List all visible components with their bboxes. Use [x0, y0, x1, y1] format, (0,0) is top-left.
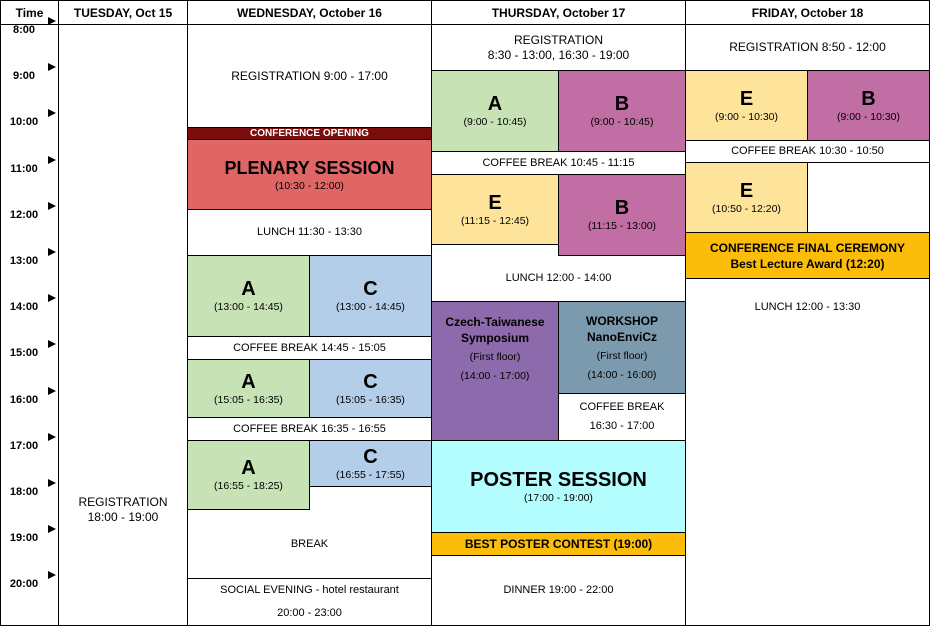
- fri-empty-slot: [807, 162, 930, 233]
- session-time: (9:00 - 10:30): [836, 110, 901, 123]
- conference-opening-label: CONFERENCE OPENING: [250, 128, 369, 139]
- dinner-text: DINNER 19:00 - 22:00: [503, 584, 614, 596]
- wednesday-registration: [187, 24, 432, 128]
- wed-social-evening: [187, 578, 432, 626]
- thu-session-a: [431, 70, 559, 152]
- day-header-label: THURSDAY, October 17: [491, 5, 626, 20]
- day-header-label: FRIDAY, October 18: [751, 5, 864, 20]
- session-letter: B: [614, 93, 630, 115]
- symposium-time: (14:00 - 17:00): [460, 370, 530, 382]
- session-time: (11:15 - 12:45): [460, 214, 530, 227]
- conference-final-ceremony: [685, 232, 930, 279]
- time-label: 9:00: [12, 70, 36, 82]
- coffee-break-time: 16:30 - 17:00: [589, 420, 655, 432]
- fri-session-b: [807, 70, 930, 141]
- wednesday-registration-text: REGISTRATION 9:00 - 17:00: [231, 68, 388, 83]
- workshop-floor: (First floor): [596, 350, 648, 362]
- coffee-break-text: COFFEE BREAK 14:45 - 15:05: [233, 341, 386, 354]
- hour-tick-marker: [48, 433, 56, 441]
- day-header-label: TUESDAY, Oct 15: [73, 5, 173, 20]
- hour-tick-marker: [48, 340, 56, 348]
- thu-coffee-break-2: [558, 393, 686, 441]
- time-label: 13:00: [9, 255, 39, 267]
- session-time: (15:05 - 16:35): [336, 393, 405, 406]
- day-header-label: WEDNESDAY, October 16: [237, 5, 382, 20]
- session-time: (9:00 - 10:30): [714, 110, 779, 123]
- hour-tick-marker: [48, 109, 56, 117]
- time-label: 11:00: [10, 163, 38, 175]
- time-label: 20:00: [9, 578, 39, 590]
- day-header-tuesday: [58, 0, 188, 25]
- social-evening-text: SOCIAL EVENING - hotel restaurant: [220, 584, 399, 596]
- session-time: (11:15 - 13:00): [587, 220, 657, 232]
- tuesday-registration: REGISTRATION: [78, 495, 168, 509]
- session-letter: A: [241, 457, 256, 479]
- day-header-friday: [685, 0, 930, 25]
- session-time: (15:05 - 16:35): [214, 393, 283, 406]
- session-time: (9:00 - 10:45): [590, 116, 654, 128]
- coffee-break-text: COFFEE BREAK 10:45 - 11:15: [482, 156, 635, 169]
- hour-tick-marker: [48, 17, 56, 25]
- thursday-registration-time: 8:30 - 13:00, 16:30 - 19:00: [487, 47, 630, 62]
- fri-lunch: [685, 278, 930, 626]
- break-text: BREAK: [290, 537, 329, 550]
- session-time: (9:00 - 10:45): [463, 116, 527, 128]
- time-header-label: Time: [15, 5, 44, 20]
- coffee-break-text: COFFEE BREAK: [579, 401, 665, 413]
- session-letter: C: [363, 370, 378, 393]
- plenary-session: [187, 139, 432, 210]
- session-letter: B: [614, 197, 630, 219]
- social-evening-time: 20:00 - 23:00: [277, 607, 342, 619]
- session-letter: A: [241, 370, 256, 393]
- final-ceremony-title: CONFERENCE FINAL CEREMONY: [709, 240, 906, 255]
- fri-coffee-break: [685, 140, 930, 163]
- time-label: 19:00: [9, 532, 39, 544]
- best-poster-contest: [431, 532, 686, 556]
- time-label: 17:00: [9, 440, 39, 452]
- time-label: 8:00: [12, 24, 36, 36]
- day-header-wednesday: [187, 0, 432, 25]
- hour-tick-marker: [48, 63, 56, 71]
- session-letter: E: [739, 179, 754, 202]
- hour-tick-marker: [48, 387, 56, 395]
- wed-session-c-1: [309, 255, 432, 337]
- plenary-session-title: PLENARY SESSION: [224, 157, 395, 178]
- session-letter: C: [363, 445, 378, 468]
- thu-session-b-1: [558, 70, 686, 152]
- fri-session-e-2: [685, 162, 808, 233]
- session-letter: E: [488, 191, 502, 214]
- session-time: (10:50 - 12:20): [712, 202, 781, 215]
- time-label: 14:00: [9, 301, 39, 313]
- wed-session-a-2: [187, 359, 310, 418]
- session-time: (16:55 - 17:55): [336, 468, 405, 481]
- symposium-title: Czech-Taiwanese Symposium: [445, 315, 545, 345]
- wed-session-c-3: [309, 440, 432, 487]
- session-letter: C: [363, 278, 378, 300]
- thu-coffee-break-1: [431, 151, 686, 175]
- session-time: (16:55 - 18:25): [214, 480, 283, 492]
- session-time: (13:00 - 14:45): [214, 301, 283, 313]
- hour-tick-marker: [48, 156, 56, 164]
- poster-session-title: POSTER SESSION: [470, 468, 647, 491]
- lunch-text: LUNCH 12:00 - 14:00: [505, 272, 612, 284]
- time-label: 18:00: [9, 486, 39, 498]
- hour-tick-marker: [48, 479, 56, 487]
- tuesday-column: [58, 24, 188, 626]
- workshop-nanoenvicz: [558, 301, 686, 394]
- czech-taiwanese-symposium: [431, 301, 559, 441]
- session-letter: A: [241, 278, 256, 300]
- thu-dinner: [431, 555, 686, 626]
- fri-session-e-1: [685, 70, 808, 141]
- workshop-time: (14:00 - 16:00): [587, 369, 657, 381]
- hour-tick-marker: [48, 571, 56, 579]
- poster-session: [431, 440, 686, 533]
- symposium-floor: (First floor): [469, 351, 521, 363]
- best-lecture-award: Best Lecture Award (12:20): [730, 256, 885, 271]
- hour-tick-marker: [48, 202, 56, 210]
- wed-break: [187, 486, 432, 579]
- time-label: 16:00: [9, 394, 39, 406]
- friday-registration: [685, 24, 930, 71]
- session-time: (13:00 - 14:45): [336, 301, 405, 313]
- session-letter: B: [861, 87, 876, 110]
- poster-session-time: (17:00 - 19:00): [524, 491, 593, 504]
- thu-lunch: [431, 244, 686, 302]
- hour-tick-marker: [48, 248, 56, 256]
- friday-registration-text: REGISTRATION 8:50 - 12:00: [729, 40, 886, 54]
- wed-session-c-2: [309, 359, 432, 418]
- best-poster-contest-label: BEST POSTER CONTEST (19:00): [464, 537, 653, 551]
- thursday-registration: [431, 24, 686, 71]
- hour-tick-marker: [48, 294, 56, 302]
- thu-session-e: [431, 174, 559, 245]
- thursday-registration-text: REGISTRATION: [513, 32, 604, 47]
- time-label: 12:00: [9, 209, 39, 221]
- hour-tick-marker: [48, 525, 56, 533]
- wed-coffee-break-1: [187, 336, 432, 360]
- workshop-title: WORKSHOP NanoEnviCz: [586, 314, 658, 344]
- plenary-session-time: (10:30 - 12:00): [275, 179, 344, 192]
- wednesday-lunch-text: LUNCH 11:30 - 13:30: [257, 226, 362, 238]
- wed-coffee-break-2: [187, 417, 432, 441]
- day-header-thursday: [431, 0, 686, 25]
- coffee-break-text: COFFEE BREAK 10:30 - 10:50: [731, 145, 884, 157]
- session-letter: A: [487, 93, 503, 115]
- tuesday-registration-time: 18:00 - 19:00: [87, 510, 159, 524]
- session-letter: E: [739, 87, 754, 110]
- wed-session-a-1: [187, 255, 310, 337]
- coffee-break-text: COFFEE BREAK 16:35 - 16:55: [233, 422, 386, 435]
- time-label: 10:00: [9, 116, 39, 128]
- wednesday-lunch: [187, 209, 432, 256]
- time-label: 15:00: [9, 347, 39, 359]
- lunch-text: LUNCH 12:00 - 13:30: [754, 301, 861, 313]
